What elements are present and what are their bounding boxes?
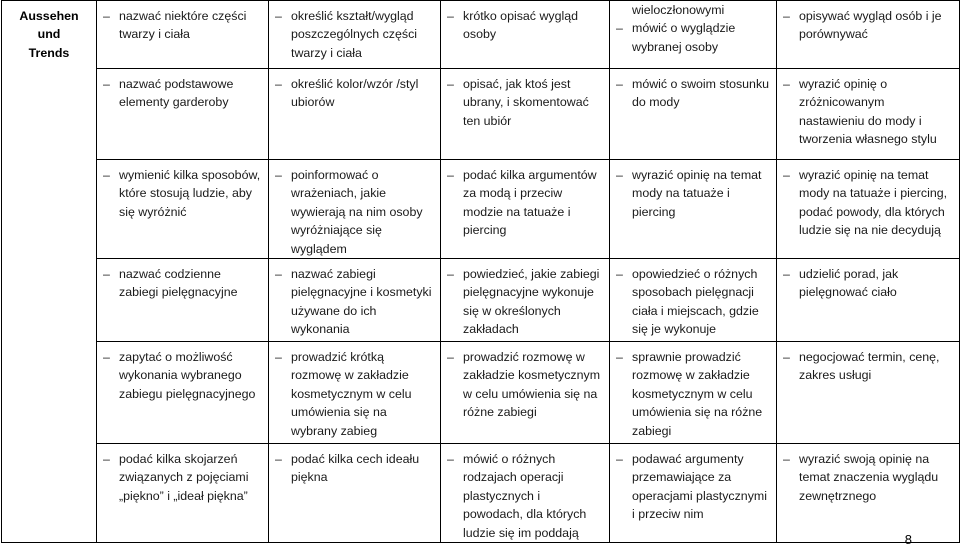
dash-bullet: – [103, 452, 110, 467]
cell-text: zapytać o możliwość wykonania wybranego zabiegu pielęgnacyjnego [119, 350, 256, 401]
dash-bullet: – [616, 168, 623, 182]
dash-bullet: – [783, 350, 790, 365]
cell-text: podać kilka cech ideału piękna [291, 452, 420, 485]
table-cell [97, 342, 269, 444]
list-item [103, 348, 262, 403]
table-cell [441, 342, 610, 444]
cell-text: nazwać podstawowe elementy garderoby [119, 77, 234, 110]
table-cell [269, 1, 441, 69]
table-cell [441, 444, 610, 543]
table-cell [441, 160, 610, 259]
cell-text: mówić o różnych rodzajach operacji plastycznych i powodach, dla których ludzie się im poddają [463, 452, 587, 540]
list-item [447, 7, 603, 44]
list-item [447, 348, 603, 422]
cell-text: opisywać wygląd osób i je porównywać [799, 9, 942, 42]
dash-bullet: – [783, 267, 790, 282]
table-row [2, 1, 960, 69]
list-item [783, 348, 953, 385]
table-cell [610, 69, 777, 160]
table-cell [441, 1, 610, 69]
cell-text: opowiedzieć o różnych sposobach pielęgnacji ciała i miejscach, gdzie się je wykonuje [632, 267, 759, 337]
category-line-2: Trends [28, 45, 70, 60]
list-item [103, 166, 262, 221]
list-item [616, 75, 770, 112]
dash-bullet: – [447, 350, 454, 365]
dash-bullet: – [783, 77, 790, 91]
cell-text: sprawnie prowadzić rozmowę w zakładzie kosmetycznym w celu umówienia się na różne zabiegi [632, 350, 763, 438]
dash-bullet: – [103, 77, 110, 91]
dash-bullet: – [616, 21, 623, 36]
list-item [275, 75, 434, 112]
cell-text: podawać argumenty przemawiające za operacjami plastycznymi i przeciw nim [632, 452, 767, 522]
list-item [103, 7, 262, 44]
cell-text: określić kształt/wygląd poszczególnych części twarzy i ciała [291, 9, 418, 60]
table-cell [97, 69, 269, 160]
cell-text: mówić o wyglądzie wybranej osoby [632, 21, 736, 54]
cell-text: nazwać niektóre części twarzy i ciała [119, 9, 247, 42]
list-item [616, 348, 770, 440]
cell-text: mówić o swoim stosunku do mody [632, 77, 770, 110]
dash-bullet: – [616, 267, 623, 282]
table-cell [269, 342, 441, 444]
list-item [275, 166, 434, 258]
dash-bullet: – [616, 77, 623, 91]
cell-text: prowadzić rozmowę w zakładzie kosmetycznym w celu umówienia się na różne zabiegi [463, 350, 601, 420]
cell-text: nazwać zabiegi pielęgnacyjne i kosmetyki używane do ich wykonania [291, 267, 432, 337]
dash-bullet: – [103, 350, 110, 365]
table-row [2, 444, 960, 543]
list-item [447, 265, 603, 339]
list-item [275, 450, 434, 487]
table-cell [610, 444, 777, 543]
table-cell [777, 160, 960, 259]
table-cell [610, 1, 777, 69]
cell-text: wyrazić swoją opinię na temat znaczenia wyglądu zewnętrznego [799, 452, 939, 503]
dash-bullet: – [275, 452, 282, 467]
dash-bullet: – [783, 9, 790, 23]
cell-text: opisać, jak ktoś jest ubrany, i skomentować ten ubiór [463, 77, 589, 128]
dash-bullet: – [447, 9, 454, 23]
list-item [447, 166, 603, 240]
dash-bullet: – [783, 168, 790, 182]
table-cell [610, 160, 777, 259]
cell-text: prowadzić krótką rozmowę w zakładzie kosmetycznym w celu umówienia się na wybrany zabieg [291, 350, 412, 438]
list-item [616, 19, 770, 56]
table-cell [441, 69, 610, 160]
table-cell [777, 1, 960, 69]
table-cell [777, 444, 960, 543]
list-item [103, 450, 262, 505]
table-cell [269, 160, 441, 259]
dash-bullet: – [103, 168, 110, 182]
list-item [783, 450, 953, 505]
cell-text: nazwać codzienne zabiegi pielęgnacyjne [119, 267, 238, 300]
table-cell [97, 1, 269, 69]
list-item [275, 265, 434, 339]
list-item [103, 75, 262, 112]
page-number: 8 [904, 532, 912, 547]
list-item [616, 450, 770, 524]
table-cell [777, 259, 960, 342]
dash-bullet: – [447, 267, 454, 282]
cell-text: udzielić porad, jak pielęgnować ciało [799, 267, 899, 300]
dash-bullet: – [616, 350, 623, 365]
list-item [275, 348, 434, 440]
dash-bullet: – [275, 9, 282, 23]
table-cell [97, 259, 269, 342]
list-item [783, 265, 953, 302]
list-item [783, 166, 953, 240]
dash-bullet: – [447, 77, 454, 91]
table-row [2, 160, 960, 259]
dash-bullet: – [783, 452, 790, 467]
table-row [2, 69, 960, 160]
table-row [2, 342, 960, 444]
cell-text: negocjować termin, cenę, zakres usługi [799, 350, 940, 383]
list-item [447, 450, 603, 542]
cell-continued-text: wieloczłonowymi [632, 3, 725, 17]
category-label [2, 1, 97, 543]
curriculum-table [1, 0, 960, 543]
cell-text: wymienić kilka sposobów, które stosują ludzie, aby się wyróżnić [119, 168, 261, 219]
table-cell [610, 259, 777, 342]
table-cell [97, 160, 269, 259]
cell-text: krótko opisać wygląd osoby [463, 9, 579, 42]
cell-text: powiedzieć, jakie zabiegi pielęgnacyjne wykonuje się w określonych zakładach [463, 267, 600, 337]
cell-text: podać kilka skojarzeń związanych z pojęciami „piękno” i „ideał piękna” [119, 452, 249, 503]
cell-text: poinformować o wrażeniach, jakie wywierają na nim osoby wyróżniające się wyglądem [291, 168, 423, 256]
dash-bullet: – [275, 350, 282, 365]
cell-text: określić kolor/wzór /styl ubiorów [291, 77, 419, 110]
cell-text: wyrazić opinię na temat mody na tatuaże i piercing [632, 168, 762, 219]
dash-bullet: – [447, 168, 454, 182]
dash-bullet: – [275, 168, 282, 182]
table-cell [777, 342, 960, 444]
dash-bullet: – [275, 267, 282, 282]
dash-bullet: – [103, 9, 110, 23]
list-item [616, 265, 770, 339]
table-cell [610, 342, 777, 444]
table-cell [441, 259, 610, 342]
list-item [103, 265, 262, 302]
table-cell [269, 444, 441, 543]
table-row [2, 259, 960, 342]
list-item [783, 75, 953, 149]
list-item [447, 75, 603, 130]
list-item [616, 166, 770, 221]
dash-bullet: – [616, 452, 623, 467]
dash-bullet: – [447, 452, 454, 467]
dash-bullet: – [275, 77, 282, 91]
list-item [275, 7, 434, 62]
table-cell [269, 259, 441, 342]
list-item [783, 7, 953, 44]
category-line-1: Aussehen und [19, 9, 79, 42]
dash-bullet: – [103, 267, 110, 282]
table-cell [269, 69, 441, 160]
cell-text: wyrazić opinię na temat mody na tatuaże i piercing, podać powody, dla których ludzie się na nie decydują [799, 168, 948, 238]
table-cell [777, 69, 960, 160]
cell-text: wyrazić opinię o zróżnicowanym nastawieniu do mody i tworzenia własnego stylu [799, 77, 937, 147]
table-cell [97, 444, 269, 543]
cell-text: podać kilka argumentów za modą i przeciw modzie na tatuaże i piercing [463, 168, 597, 238]
